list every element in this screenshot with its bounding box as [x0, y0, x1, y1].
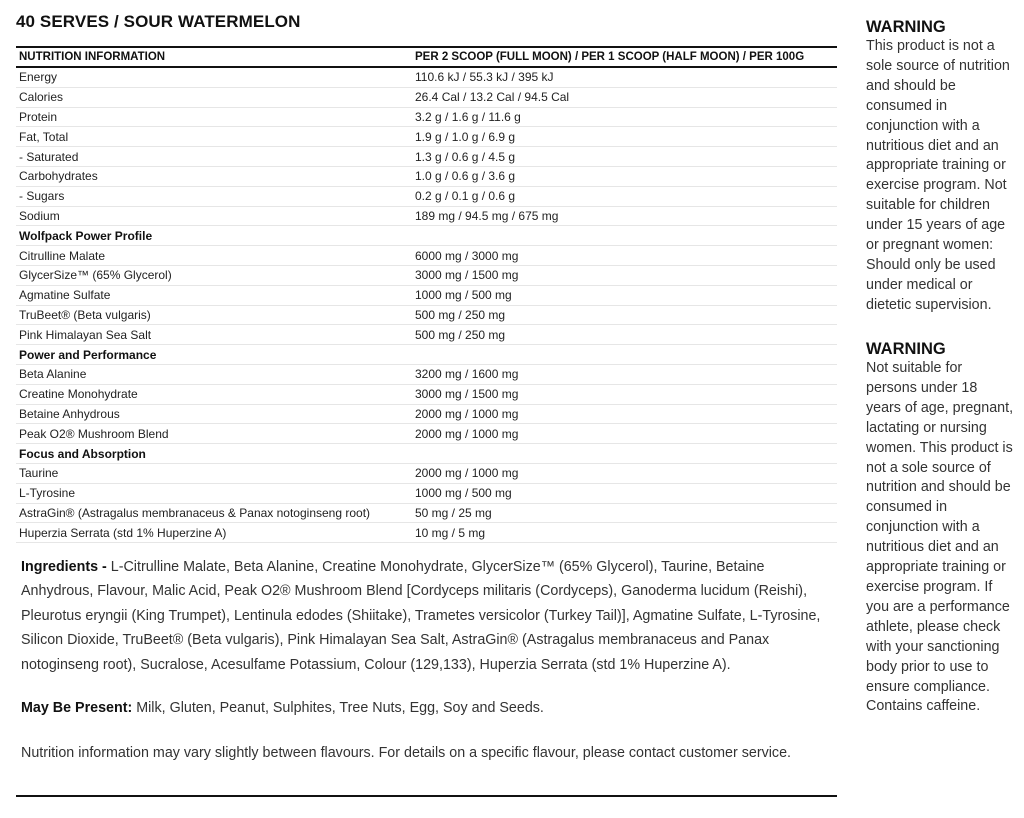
table-row	[16, 405, 837, 425]
section-header-row	[16, 444, 837, 464]
table-row	[16, 108, 837, 128]
nutrient-amount: 110.6 kJ / 55.3 kJ / 395 kJ	[415, 70, 554, 85]
nutrient-name: - Sugars	[19, 189, 65, 204]
nutrient-name: Betaine Anhydrous	[19, 406, 120, 421]
section-title: Wolfpack Power Profile	[19, 228, 153, 243]
nutrient-name: - Saturated	[19, 149, 79, 164]
table-row	[16, 286, 837, 306]
nutrient-name: Carbohydrates	[19, 169, 98, 184]
flavour-note: Nutrition information may vary slightly between flavours. For details on a specific flavour, please contact customer service.	[21, 745, 791, 761]
nutrient-name: Peak O2® Mushroom Blend	[19, 426, 169, 441]
nutrient-name: Taurine	[19, 466, 59, 481]
nutrient-amount: 3000 mg / 1500 mg	[415, 387, 519, 402]
nutrient-name: Huperzia Serrata (std 1% Huperzine A)	[19, 525, 227, 540]
table-row	[16, 365, 837, 385]
table-body	[16, 68, 837, 543]
warning-title: WARNING	[866, 18, 946, 36]
section-title: Power and Performance	[19, 347, 157, 362]
nutrient-amount: 500 mg / 250 mg	[415, 327, 506, 342]
nutrient-amount: 3.2 g / 1.6 g / 11.6 g	[415, 109, 521, 124]
warning-title: WARNING	[866, 340, 946, 358]
table-row	[16, 266, 837, 286]
table-row	[16, 187, 837, 207]
table-row	[16, 306, 837, 326]
nutrient-name: Agmatine Sulfate	[19, 288, 111, 303]
page-title: 40 SERVES / SOUR WATERMELON	[16, 12, 301, 31]
nutrient-amount: 6000 mg / 3000 mg	[415, 248, 519, 263]
table-row	[16, 504, 837, 524]
nutrient-amount: 3000 mg / 1500 mg	[415, 268, 519, 283]
warning-block-2	[866, 340, 1016, 717]
table-row	[16, 523, 837, 543]
table-row	[16, 167, 837, 187]
nutrient-amount: 50 mg / 25 mg	[415, 505, 492, 520]
nutrient-amount: 2000 mg / 1000 mg	[415, 426, 519, 441]
table-row	[16, 147, 837, 167]
nutrient-amount: 1.3 g / 0.6 g / 4.5 g	[415, 149, 516, 164]
nutrient-amount: 1000 mg / 500 mg	[415, 486, 512, 501]
nutrient-amount: 2000 mg / 1000 mg	[415, 406, 519, 421]
table-row	[16, 88, 837, 108]
nutrient-amount: 1.0 g / 0.6 g / 3.6 g	[415, 169, 516, 184]
section-title: Focus and Absorption	[19, 446, 146, 461]
warning-block-1	[866, 18, 1016, 316]
table-row	[16, 424, 837, 444]
section-header-row	[16, 345, 837, 365]
warning-text: Not suitable for persons under 18 years of age, pregnant, lactating or nursing women. This product is not a sole source of nutrition and should be consumed in conjunction with a nutritious diet and an appropriate training or exercise program. If you are a performance athlete, please check with your sanctioning body prior to use to ensure compliance. Contains caffeine.	[866, 360, 1014, 715]
section-header-row	[16, 226, 837, 246]
table-header	[16, 46, 837, 68]
allergens-list: Milk, Gluten, Peanut, Sulphites, Tree Nuts, Egg, Soy and Seeds.	[132, 700, 544, 716]
column-header-amount: PER 2 SCOOP (FULL MOON) / PER 1 SCOOP (HALF MOON) / PER 100G	[415, 51, 805, 63]
table-row	[16, 484, 837, 504]
nutrient-amount: 500 mg / 250 mg	[415, 307, 506, 322]
nutrient-amount: 26.4 Cal / 13.2 Cal / 94.5 Cal	[415, 90, 570, 105]
nutrient-amount: 10 mg / 5 mg	[415, 525, 486, 540]
table-row	[16, 127, 837, 147]
nutrient-name: Calories	[19, 90, 64, 105]
table-row	[16, 325, 837, 345]
table-row	[16, 207, 837, 227]
nutrient-name: Sodium	[19, 208, 60, 223]
nutrient-amount: 189 mg / 94.5 mg / 675 mg	[415, 208, 559, 223]
warning-text: This product is not a sole source of nutrition and should be consumed in conjunction with a nutritious diet and an appropriate training or exercise program. Not suitable for children under 15 years of age or pregnant women: Should only be used under medical or dietetic supervision.	[866, 38, 1010, 313]
ingredients-text	[21, 555, 833, 677]
nutrient-name: Fat, Total	[19, 129, 69, 144]
nutrient-name: Protein	[19, 109, 58, 124]
bottom-divider	[16, 795, 837, 797]
ingredients-list: L-Citrulline Malate, Beta Alanine, Creatine Monohydrate, GlycerSize™ (65% Glycerol), Taurine, Betaine Anhydrous, Flavour, Malic Acid, Peak O2® Mushroom Blend [Cordyceps militaris (Cordyceps), Ganoderma lucidum (Reishi), Pleurotus eryngii (King Trumpet), Lentinula edodes (Shiitake), Trametes versicolor (Turkey Tail)], Agmatine Sulfate, L-Tyrosine, Silicon Dioxide, TruBeet® (Beta vulgaris), Pink Himalayan Sea Salt, AstraGin® (Astragalus membranaceus and Panax notoginseng root), Sucralose, Acesulfame Potassium, Colour (129,133), Huperzia Serrata (std 1% Huperzine A).	[21, 559, 821, 673]
nutrient-name: Energy	[19, 70, 58, 85]
nutrient-amount: 2000 mg / 1000 mg	[415, 466, 519, 481]
ingredients-label: Ingredients -	[21, 559, 107, 575]
table-row	[16, 385, 837, 405]
nutrient-name: Beta Alanine	[19, 367, 87, 382]
nutrient-name: AstraGin® (Astragalus membranaceus & Panax notoginseng root)	[19, 505, 371, 520]
nutrient-name: Citrulline Malate	[19, 248, 106, 263]
column-header-nutrient: NUTRITION INFORMATION	[19, 51, 166, 63]
nutrient-amount: 3200 mg / 1600 mg	[415, 367, 519, 382]
nutrient-name: L-Tyrosine	[19, 486, 76, 501]
nutrient-name: GlycerSize™ (65% Glycerol)	[19, 268, 172, 283]
allergens-label: May Be Present:	[21, 700, 133, 716]
nutrient-name: TruBeet® (Beta vulgaris)	[19, 307, 151, 322]
table-row	[16, 68, 837, 88]
nutrient-amount: 1000 mg / 500 mg	[415, 288, 512, 303]
table-row	[16, 246, 837, 266]
nutrient-name: Creatine Monohydrate	[19, 387, 138, 402]
nutrient-name: Pink Himalayan Sea Salt	[19, 327, 152, 342]
nutrient-amount: 0.2 g / 0.1 g / 0.6 g	[415, 189, 516, 204]
allergens-text	[21, 700, 833, 716]
table-row	[16, 464, 837, 484]
nutrient-amount: 1.9 g / 1.0 g / 6.9 g	[415, 129, 516, 144]
nutrition-table	[16, 46, 837, 543]
